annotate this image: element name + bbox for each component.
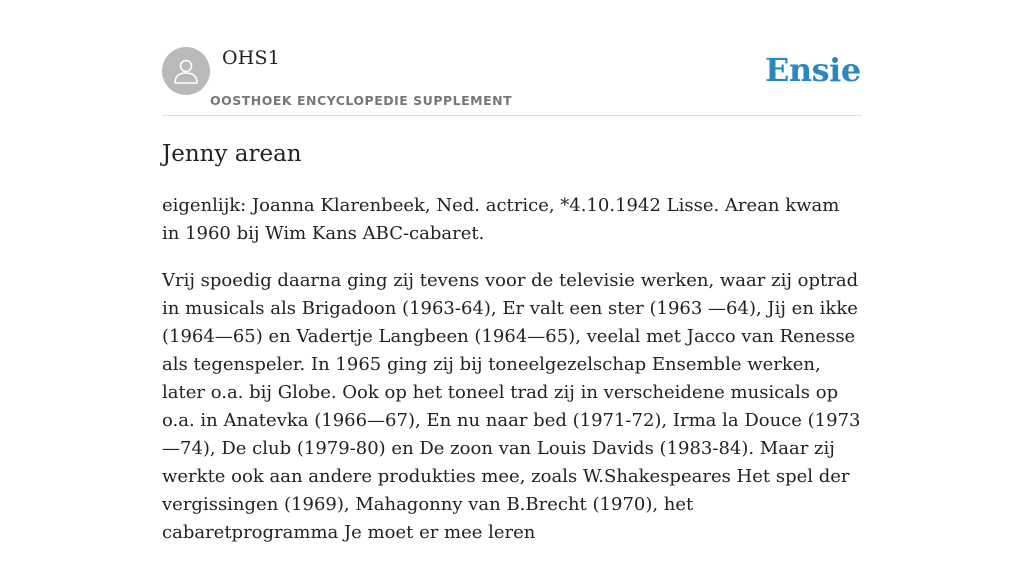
article-title: Jenny arean [162,141,302,167]
username[interactable]: OHS1 [222,47,281,69]
source-subtitle[interactable]: OOSTHOEK ENCYCLOPEDIE SUPPLEMENT [210,93,513,108]
user-avatar-icon [171,56,201,86]
article-body [162,192,862,566]
ensie-logo[interactable]: Ensie [765,51,861,89]
article-paragraph: eigenlijk: Joanna Klarenbeek, Ned. actrice, *4.10.1942 Lisse. Arean kwam in 1960 bij Wim Kans ABC-cabaret. [162,195,840,244]
header-divider [162,115,862,116]
article-paragraph: Vrij spoedig daarna ging zij tevens voor de televisie werken, waar zij optrad in musicals als Brigadoon (1963-64), Er valt een ster (1963 —64), Jij en ikke (1964—65) en Vadertje Langbeen (1964—65), veelal met Jacco van Renesse als tegenspeler. In 1965 ging zij bij toneelgezelschap Ensemble werken, later o.a. bij Globe. Ook op het toneel trad zij in verscheidene musicals op o.a. in Anatevka (1966—67), En nu naar bed (1971-72), Irma la Douce (1973—74), De club (1979-80) en De zoon van Louis Davids (1983-84). Maar zij werkte ook aan andere produkties mee, zoals W.Shakespeares Het spel der vergissingen (1969), Mahagonny van B.Brecht (1970), het cabaretprogramma Je moet er mee leren [162,270,861,543]
avatar[interactable] [162,47,210,95]
